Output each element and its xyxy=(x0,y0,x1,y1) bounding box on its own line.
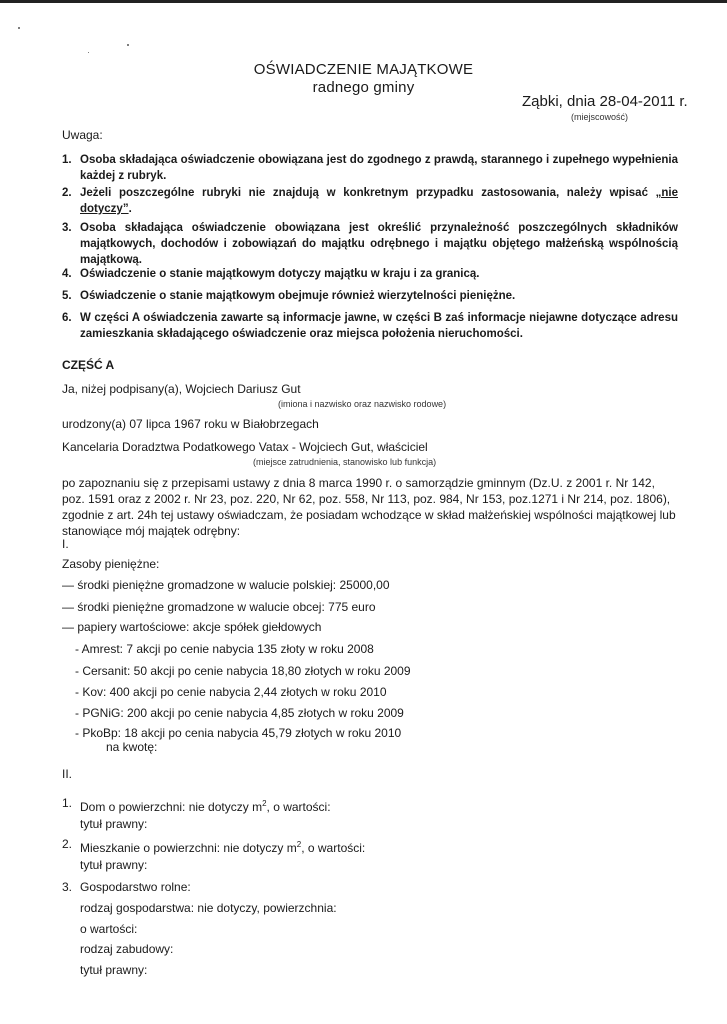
place-caption: (miejscowość) xyxy=(571,112,629,122)
note-text: Osoba składająca oświadczenie obowiązana jest określić przynależność poszczególnych składników majątkowych, dochodów i zobowiązań do majątku odrębnego i majątku objętego małżeńską wspólnością majątkową. xyxy=(80,222,678,266)
note-item xyxy=(62,185,678,217)
farm-number: 3. xyxy=(62,880,73,894)
note-number: 5. xyxy=(62,290,72,302)
share-item: - PGNiG: 200 akcji po cenie nabycia 4,85 złotych w roku 2009 xyxy=(75,706,404,720)
part-a-heading: CZĘŚĆ A xyxy=(62,358,115,372)
farm-heading: Gospodarstwo rolne: xyxy=(80,880,191,894)
note-item xyxy=(62,266,678,282)
share-item: - Amrest: 7 akcji po cenie nabycia 135 złoty w roku 2008 xyxy=(75,642,374,656)
scan-speck xyxy=(18,27,20,29)
square-unit: 2 xyxy=(262,799,267,808)
farm-title: tytuł prawny: xyxy=(80,963,148,977)
house-title: tytuł prawny: xyxy=(80,817,148,831)
house-value: , o wartości: xyxy=(266,800,331,814)
note-number: 6. xyxy=(62,312,72,324)
cash-heading: Zasoby pieniężne: xyxy=(62,557,160,571)
note-item xyxy=(62,220,678,268)
scan-top-border xyxy=(0,0,727,3)
securities-line: — papiery wartościowe: akcje spółek giełdowych xyxy=(62,620,322,634)
note-text: W części A oświadczenia zawarte są informacje jawne, w części B zaś informacje niejawne dotyczące adresu zamieszkania składającego oświadczenie oraz miejsca położenia nieruchomości. xyxy=(80,312,678,340)
flat-title: tytuł prawny: xyxy=(80,858,148,872)
note-text: Osoba składająca oświadczenie obowiązana jest do zgodnego z prawdą, starannego i zupełnego wypełnienia każdej z rubryk. xyxy=(80,154,678,182)
house-number: 1. xyxy=(62,796,73,810)
birth-line: urodzony(a) 07 lipca 1967 roku w Białobrzegach xyxy=(62,417,319,431)
scan-speck xyxy=(88,52,89,53)
note-text-end: . xyxy=(128,203,132,215)
note-text: Oświadczenie o stanie majątkowym obejmuje również wierzytelności pieniężne. xyxy=(80,290,516,302)
note-item xyxy=(62,152,678,184)
flat-number: 2. xyxy=(62,837,73,851)
note-text: Oświadczenie o stanie majątkowym dotyczy majątku w kraju i za granicą. xyxy=(80,268,480,280)
house-text: Dom o powierzchni: nie dotyczy m xyxy=(80,800,263,814)
document-subtitle: radnego gminy xyxy=(312,79,415,96)
cash-pln: — środki pieniężne gromadzone w walucie polskiej: 25000,00 xyxy=(62,578,390,592)
section-1-roman: I. xyxy=(62,537,69,551)
notes-heading: Uwaga: xyxy=(62,128,103,142)
farm-buildings: rodzaj zabudowy: xyxy=(80,942,174,956)
declarant-caption: (imiona i nazwisko oraz nazwisko rodowe) xyxy=(278,399,447,409)
section-2-roman: II. xyxy=(62,767,73,781)
farm-type: rodzaj gospodarstwa: nie dotyczy, powierzchnia: xyxy=(80,901,337,915)
employment-line: Kancelaria Doradztwa Podatkowego Vatax - Wojciech Gut, właściciel xyxy=(62,440,428,454)
scan-speck xyxy=(127,44,129,46)
document-title: OŚWIADCZENIE MAJĄTKOWE xyxy=(253,61,474,78)
note-number: 1. xyxy=(62,154,72,166)
legal-statement: po zapoznaniu się z przepisami ustawy z dnia 8 marca 1990 r. o samorządzie gminnym (Dz.U. z 2001 r. Nr 142, poz. 1591 oraz z 2002 r. Nr 23, poz. 220, Nr 62, poz. 558, Nr 113, poz. 984, Nr 153, poz.1271 i Nr 214, poz. 1806), zgodnie z art. 24h tej ustawy oświadczam, że posiadam wchodzące w skład małżeńskiej wspólności majątkowej lub stanowiące mój majątek odrębny: xyxy=(62,476,676,538)
cash-foreign: — środki pieniężne gromadzone w walucie obcej: 775 euro xyxy=(62,600,376,614)
employment-caption: (miejsce zatrudnienia, stanowisko lub funkcja) xyxy=(253,457,437,467)
note-text: Jeżeli poszczególne rubryki nie znajdują w konkretnym przypadku zastosowania, należy wpisać xyxy=(80,187,656,199)
share-item: - PkoBp: 18 akcji po cenia nabycia 45,79 złotych w roku 2010 xyxy=(75,726,402,740)
flat-line xyxy=(80,837,365,856)
note-item xyxy=(62,288,678,304)
share-item: - Cersanit: 50 akcji po cenie nabycia 18,80 złotych w roku 2009 xyxy=(75,664,411,678)
square-unit: 2 xyxy=(296,840,302,849)
note-emphasis: „nie dotyczy” xyxy=(80,187,678,215)
place-and-date: Ząbki, dnia 28-04-2011 r. xyxy=(522,93,688,110)
note-number: 4. xyxy=(62,268,72,280)
house-line xyxy=(80,796,331,815)
share-item: - Kov: 400 akcji po cenie nabycia 2,44 złotych w roku 2010 xyxy=(75,685,387,699)
farm-value: o wartości: xyxy=(80,922,138,936)
flat-text: Mieszkanie o powierzchni: nie dotyczy m xyxy=(80,841,297,855)
note-number: 2. xyxy=(62,187,72,199)
amount-label: na kwotę: xyxy=(106,740,158,754)
note-item xyxy=(62,310,678,342)
flat-value: , o wartości: xyxy=(301,841,366,855)
declarant-line: Ja, niżej podpisany(a), Wojciech Dariusz Gut xyxy=(62,382,301,396)
note-number: 3. xyxy=(62,222,72,234)
